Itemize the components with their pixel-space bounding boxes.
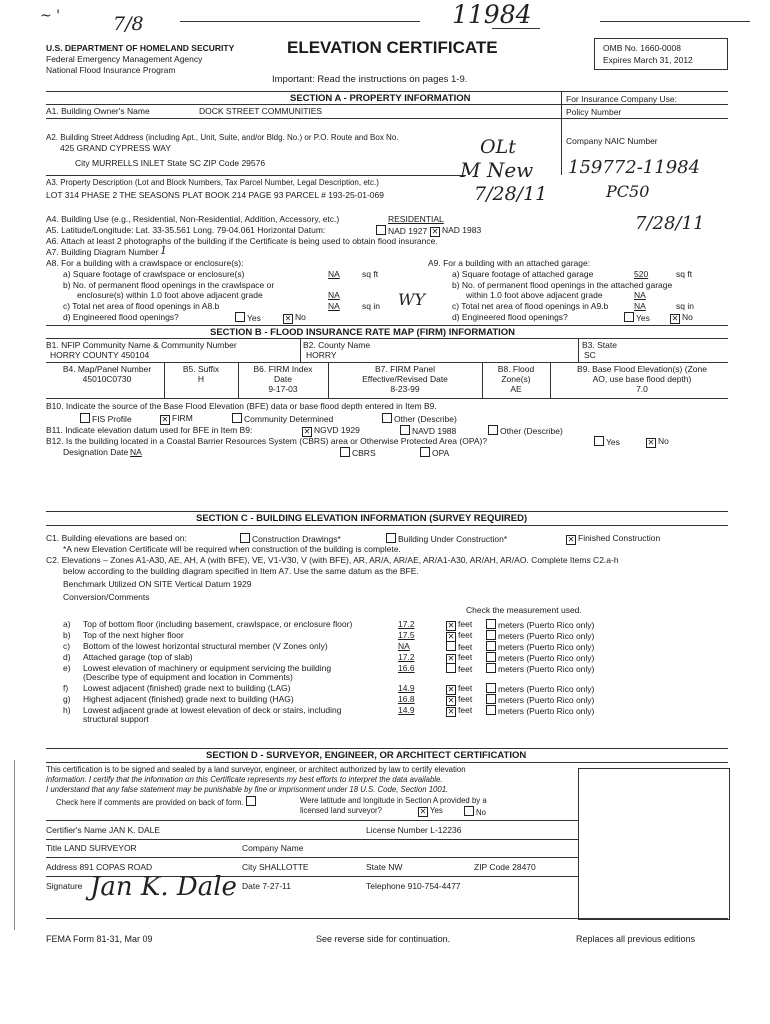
address-field: Address 891 COPAS ROAD (46, 862, 153, 872)
elevation-row-letter: c) (63, 641, 71, 651)
feet-checkbox[interactable]: ✕ (447, 632, 455, 641)
cert-para-3: I understand that any false statement may be punishable by fine or imprisonment under 18 U.S. Code, Section 1001. (46, 785, 449, 794)
section-a-title: SECTION A - PROPERTY INFORMATION (290, 93, 471, 104)
c1-label: C1. Building elevations are based on: (46, 533, 187, 543)
b8-label: B8. Flood (497, 364, 535, 374)
replaces-note: Replaces all previous editions (576, 934, 696, 944)
latlong-yes: ✕ Yes (419, 806, 443, 816)
date-field: Date 7-27-11 (242, 881, 291, 891)
elevation-row (63, 683, 290, 693)
a9d-no-checkbox[interactable]: ✕ (671, 314, 679, 323)
b11-other-checkbox[interactable] (488, 425, 498, 435)
b11-ngvd: ✕ NGVD 1929 (303, 425, 360, 436)
elevation-row-letter: g) (63, 694, 71, 704)
elevation-row-text: Lowest adjacent (finished) grade next to building (LAG) (83, 683, 291, 693)
omb-expires: Expires March 31, 2012 (603, 55, 693, 65)
latlong-yes-checkbox[interactable]: ✕ (419, 807, 427, 816)
feet-option: feet (446, 663, 472, 674)
opa-checkbox[interactable] (420, 447, 430, 457)
cert-para-2: information. I certify that the information on this Certificate represents my best efforts to interpret the data available. (46, 775, 443, 784)
elevation-row (63, 619, 352, 629)
elevation-row-text: Highest adjacent (finished) grade next to building (HAG) (83, 694, 294, 704)
feet-checkbox[interactable]: ✕ (447, 696, 455, 705)
meters-option: meters (Puerto Rico only) (486, 630, 594, 641)
community-checkbox[interactable] (232, 413, 242, 423)
feet-checkbox[interactable]: ✕ (447, 654, 455, 663)
a9b-value: NA (634, 290, 646, 300)
handwritten-date-right: 7/28/11 (635, 213, 705, 234)
b5-value: H (197, 374, 205, 384)
meters-option: meters (Puerto Rico only) (486, 663, 594, 674)
elevation-value: 17.2 (398, 619, 415, 629)
b10-other: Other (Describe) (382, 413, 457, 424)
b9-value: 7.0 (636, 384, 648, 394)
a9b-label: b) No. of permanent flood openings in the attached garage (452, 280, 673, 290)
elevation-row (63, 652, 193, 662)
latlong-question: Were latitude and longitude in Section A provided by a (300, 796, 487, 805)
b12-yes: Yes (594, 436, 620, 447)
meters-option: meters (Puerto Rico only) (486, 641, 594, 652)
under-construction-checkbox[interactable] (386, 533, 396, 543)
certifier-name: Certifier's Name JAN K. DALE (46, 825, 161, 835)
benchmark: Benchmark Utilized ON SITE Vertical Datum 1929 (63, 579, 252, 589)
naic-label: Company NAIC Number (566, 136, 658, 146)
handwritten-date-mid: 7/28/11 (474, 183, 548, 205)
c2-label-2: below according to the building diagram specified in Item A7. Use the same datum as the BFE. (63, 566, 419, 576)
b11-other: Other (Describe) (488, 425, 563, 436)
finished-construction-checkbox[interactable]: ✕ (567, 535, 575, 544)
b4-label: B4. Map/Panel Number (62, 364, 152, 374)
b2-value: HORRY (306, 350, 337, 360)
meters-checkbox[interactable] (486, 683, 496, 693)
agency-line-3: National Flood Insurance Program (46, 65, 176, 75)
signature-label: Signature (46, 881, 83, 891)
conversion-comments: Conversion/Comments (63, 592, 150, 602)
handwritten-mark: ~ ' (40, 8, 61, 24)
cert-comments: Check here if comments are provided on back of form. (56, 796, 258, 807)
section-b-title: SECTION B - FLOOD INSURANCE RATE MAP (FIRM) INFORMATION (210, 327, 516, 338)
a9d-label: d) Engineered flood openings? (452, 312, 568, 322)
elevation-value: 16.8 (398, 694, 415, 704)
a8d-yes: Yes (235, 312, 261, 323)
b7-label-2: Effective/Revised Date (362, 374, 448, 384)
a2-value: 425 GRAND CYPRESS WAY (60, 143, 172, 153)
b10-label: B10. Indicate the source of the Base Flood Elevation (BFE) data or base flood depth entered in Item B9. (46, 401, 437, 411)
a9d-no: ✕ No (671, 312, 693, 323)
title-field: Title LAND SURVEYOR (46, 843, 137, 853)
company-name: Company Name (242, 843, 304, 853)
b12-no: ✕ No (647, 436, 669, 447)
ngvd-checkbox[interactable]: ✕ (303, 427, 311, 436)
b12-opa: OPA (420, 447, 449, 458)
meters-checkbox[interactable] (486, 663, 496, 673)
c1-finished-construction: ✕ Finished Construction (567, 533, 661, 544)
b5-label: B5. Suffix (182, 364, 220, 374)
b4-value: 45010C0730 (82, 374, 132, 384)
handwritten-number: 11984 (452, 0, 532, 29)
a9a-unit: sq ft (676, 269, 693, 279)
elevation-row (63, 630, 184, 640)
b12-date-value: NA (130, 447, 142, 457)
b1-label: B1. NFIP Community Name & Community Number (46, 340, 237, 350)
license-number: License Number L-12236 (366, 825, 462, 835)
b8-value: AE (510, 384, 522, 394)
a6-label: A6. Attach at least 2 photographs of the building if the Certificate is being used to obtain flood insurance. (46, 236, 438, 246)
elevation-row-text: Lowest elevation of machinery or equipment servicing the building (83, 663, 332, 673)
a3-value: LOT 314 PHASE 2 THE SEASONS PLAT BOOK 214 PAGE 93 PARCEL # 193-25-01-069 (46, 190, 384, 200)
a9d-yes-checkbox[interactable] (624, 312, 634, 322)
meters-checkbox[interactable] (486, 694, 496, 704)
a8d-no: ✕ No (284, 312, 306, 323)
important-note: Important: Read the instructions on pages 1-9. (272, 74, 468, 85)
b6-label: B6. FIRM Index (253, 364, 313, 374)
seal-box (578, 768, 730, 920)
feet-checkbox[interactable] (446, 663, 456, 673)
feet-checkbox[interactable]: ✕ (447, 707, 455, 716)
elevation-value: 14.9 (398, 705, 415, 715)
a9a-value: 520 (634, 269, 649, 279)
c1-under-construction: Building Under Construction* (386, 533, 507, 544)
elevation-value: 17.5 (398, 630, 415, 640)
handwritten-pc: PC50 (606, 182, 650, 201)
a8-label: A8. For a building with a crawlspace or enclosure(s): (46, 258, 244, 268)
meters-checkbox[interactable] (486, 641, 496, 651)
agency-line-2: Federal Emergency Management Agency (46, 54, 203, 64)
elevation-row-letter: h) (63, 705, 71, 715)
form-title: ELEVATION CERTIFICATE (287, 38, 498, 57)
elevation-row-letter: e) (63, 663, 71, 673)
b2-label: B2. County Name (303, 340, 371, 350)
a3-label: A3. Property Description (Lot and Block Numbers, Tax Parcel Number, Legal Description, etc.) (46, 178, 379, 187)
a8b-value: NA (328, 290, 340, 300)
construction-drawings-checkbox[interactable] (240, 533, 250, 543)
feet-option: ✕ feet (447, 630, 473, 641)
elevation-row-letter: b) (63, 630, 71, 640)
b1-value: HORRY COUNTY 450104 (50, 350, 150, 360)
b12-yes-checkbox[interactable] (594, 436, 604, 446)
a8b-label: b) No. of permanent flood openings in the crawlspace or (63, 280, 275, 290)
insurance-use-label: For Insurance Company Use: (566, 94, 678, 104)
meters-option: meters (Puerto Rico only) (486, 619, 594, 630)
a2-label: A2. Building Street Address (including Apt., Unit, Suite, and/or Bldg. No.) or P.O. Route and Box No. (46, 133, 399, 142)
a4-label: A4. Building Use (e.g., Residential, Non-Residential, Addition, Accessory, etc.) (46, 214, 340, 224)
a1-value: DOCK STREET COMMUNITIES (199, 106, 323, 116)
b12-date-label: Designation Date (63, 447, 129, 457)
continuation-note: See reverse side for continuation. (316, 934, 451, 944)
a8d-yes-checkbox[interactable] (235, 312, 245, 322)
feet-checkbox[interactable]: ✕ (447, 685, 455, 694)
elevation-value: 17.2 (398, 652, 415, 662)
zip-field: ZIP Code 28470 (474, 862, 536, 872)
b10-other-checkbox[interactable] (382, 413, 392, 423)
meters-option: meters (Puerto Rico only) (486, 705, 594, 716)
b12-label: B12. Is the building located in a Coastal Barrier Resources System (CBRS) area or Otherwise Protected Area (OPA)? (46, 436, 488, 446)
firm-checkbox[interactable]: ✕ (161, 415, 169, 424)
c2-label: C2. Elevations – Zones A1-A30, AE, AH, A (with BFE), VE, V1-V30, V (with BFE), AR, AR/A, AR/AE, AR/A1-A30, AR/AH, AR/AO. Complete Items C2.a-h (46, 555, 619, 565)
b8-label-2: Zone(s) (501, 374, 531, 384)
feet-option: ✕ feet (447, 694, 473, 705)
b11-label: B11. Indicate elevation datum used for BFE in Item B9: (46, 425, 253, 435)
telephone-field: Telephone 910-754-4477 (366, 881, 461, 891)
signature: Jan K. Dale (90, 872, 237, 902)
a5-nad27: NAD 1927 (376, 225, 427, 236)
fis-checkbox[interactable] (80, 413, 90, 423)
b6-value: 9-17-03 (268, 384, 298, 394)
a5-label: A5. Latitude/Longitude: Lat. 33-35.561 Long. 79-04.061 Horizontal Datum: (46, 225, 326, 235)
agency-line-1: U.S. DEPARTMENT OF HOMELAND SECURITY (46, 43, 235, 53)
a7-label: A7. Building Diagram Number (46, 247, 159, 257)
nad83-checkbox[interactable]: ✕ (431, 227, 439, 236)
feet-option: ✕ feet (447, 705, 473, 716)
handwritten-date: 7/8 (113, 13, 144, 35)
a8a-value: NA (328, 269, 340, 279)
feet-checkbox[interactable]: ✕ (447, 621, 455, 630)
elevation-row-letter: f) (63, 683, 69, 693)
check-measurement: Check the measurement used. (466, 605, 582, 615)
a9c-unit: sq in (676, 301, 694, 311)
cert-para-1: This certification is to be signed and sealed by a land surveyor, engineer, or architect authorized by law to certify elevation (46, 765, 466, 774)
feet-option: ✕ feet (447, 619, 473, 630)
a8a-unit: sq ft (362, 269, 379, 279)
meters-checkbox[interactable] (486, 652, 496, 662)
a1-label: A1. Building Owner's Name (46, 106, 150, 116)
elevation-value: 16.6 (398, 663, 415, 673)
state-field: State NW (366, 862, 403, 872)
b3-label: B3. State (582, 340, 617, 350)
b10-firm: ✕ FIRM (161, 413, 193, 424)
b7-value: 8-23-99 (390, 384, 420, 394)
b10-fis: FIS Profile (80, 413, 132, 424)
latlong-no-checkbox[interactable] (464, 806, 474, 816)
elevation-row-letter: d) (63, 652, 71, 662)
a9c-value: NA (634, 301, 646, 311)
elevation-row-letter: a) (63, 619, 71, 629)
policy-number-label: Policy Number (566, 107, 622, 117)
a8d-label: d) Engineered flood openings? (63, 312, 179, 322)
latlong-question-2: licensed land surveyor? (300, 806, 382, 815)
nad27-checkbox[interactable] (376, 225, 386, 235)
navd-checkbox[interactable] (400, 425, 410, 435)
elevation-row-text: Attached garage (top of slab) (83, 652, 193, 662)
a8c-unit: sq in (362, 301, 380, 311)
elevation-row (63, 694, 294, 704)
elevation-row-text: Bottom of the lowest horizontal structural member (V Zones only) (83, 641, 328, 651)
handwritten-mnew: M New (460, 158, 534, 182)
elevation-row-text: Top of the next higher floor (83, 630, 184, 640)
a9a-label: a) Square footage of attached garage (452, 269, 594, 279)
a5-nad83: ✕ NAD 1983 (431, 225, 482, 236)
elevation-row-text: Lowest adjacent grade at lowest elevation of deck or stairs, including (83, 705, 342, 715)
elevation-row-text: Top of bottom floor (including basement, crawlspace, or enclosure floor) (83, 619, 353, 629)
meters-option: meters (Puerto Rico only) (486, 652, 594, 663)
meters-checkbox[interactable] (486, 619, 496, 629)
city-field: City SHALLOTTE (242, 862, 309, 872)
a8c-label: c) Total net area of flood openings in A8.b (63, 301, 220, 311)
omb-number: OMB No. 1660-0008 (603, 43, 681, 53)
feet-option: ✕ feet (447, 652, 473, 663)
section-d-title: SECTION D - SURVEYOR, ENGINEER, OR ARCHITECT CERTIFICATION (206, 750, 527, 761)
handwritten-initials: WY (398, 290, 426, 309)
feet-option: feet (446, 641, 472, 652)
elevation-value: 14.9 (398, 683, 415, 693)
meters-checkbox[interactable] (486, 705, 496, 715)
section-c-title: SECTION C - BUILDING ELEVATION INFORMATION (SURVEY REQUIRED) (196, 513, 528, 524)
handwritten-reference: 159772-11984 (568, 157, 701, 178)
a9d-yes: Yes (624, 312, 650, 323)
b12-no-checkbox[interactable]: ✕ (647, 438, 655, 447)
a9c-label: c) Total net area of flood openings in A9.b (452, 301, 609, 311)
c1-construction-drawings: Construction Drawings* (240, 533, 341, 544)
a8d-no-checkbox[interactable]: ✕ (284, 314, 292, 323)
feet-checkbox[interactable] (446, 641, 456, 651)
feet-option: ✕ feet (447, 683, 473, 694)
a8c-value: NA (328, 301, 340, 311)
b9-label: B9. Base Flood Elevation(s) (Zone (577, 364, 707, 374)
b10-community: Community Determined (232, 413, 333, 424)
b7-label: B7. FIRM Panel (375, 364, 435, 374)
a8a-label: a) Square footage of crawlspace or enclosure(s) (63, 269, 245, 279)
city-state-zip: City MURRELLS INLET State SC ZIP Code 29576 (75, 158, 266, 168)
elevation-value: NA (398, 641, 410, 651)
elevation-row (63, 641, 328, 651)
b12-cbrs: CBRS (340, 447, 376, 458)
b9-label-2: AO, use base flood depth) (592, 374, 692, 384)
a9b-label-2: within 1.0 foot above adjacent grade (466, 290, 603, 300)
b11-navd: NAVD 1988 (400, 425, 456, 436)
c1-note: *A new Elevation Certificate will be required when construction of the building is complete. (63, 544, 401, 554)
b6-label-2: Date (274, 374, 292, 384)
a4-value: RESIDENTIAL (388, 214, 444, 224)
meters-option: meters (Puerto Rico only) (486, 683, 594, 694)
elevation-row-text-2: structural support (83, 714, 149, 724)
a9-label: A9. For a building with an attached garage: (428, 258, 591, 268)
b3-value: SC (584, 350, 596, 360)
handwritten-olt: OLt (480, 136, 516, 158)
meters-option: meters (Puerto Rico only) (486, 694, 594, 705)
comments-checkbox[interactable] (246, 796, 256, 806)
a7-value: 1 (160, 244, 167, 257)
form-number: FEMA Form 81-31, Mar 09 (46, 934, 153, 944)
latlong-no: No (464, 806, 486, 817)
meters-checkbox[interactable] (486, 630, 496, 640)
cbrs-checkbox[interactable] (340, 447, 350, 457)
elevation-row-text-2: (Describe type of equipment and location in Comments) (83, 672, 293, 682)
a8b-label-2: enclosure(s) within 1.0 foot above adjacent grade (77, 290, 263, 300)
